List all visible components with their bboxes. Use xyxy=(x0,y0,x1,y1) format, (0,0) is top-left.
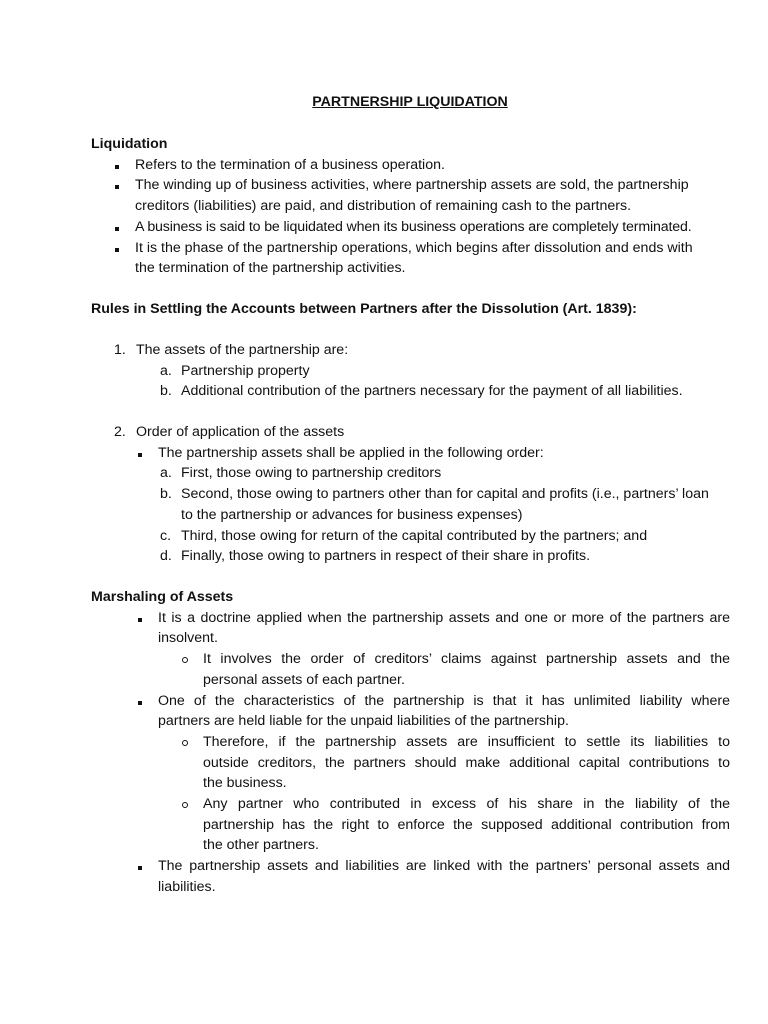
item-letter: a. xyxy=(160,465,172,482)
lettered-item: c. Third, those owing for return of the capital contributed by the partners; and xyxy=(0,526,768,547)
rules-item-2 xyxy=(0,422,768,567)
numbered-item: 2. Order of application of the assets xyxy=(0,422,768,443)
item-letter: c. xyxy=(160,527,172,544)
lettered-item: a. First, those owing to partnership creditors xyxy=(0,463,768,484)
lettered-item: b. Additional contribution of the partners necessary for the payment of all liabilities. xyxy=(0,381,768,402)
marshaling-section xyxy=(0,587,768,898)
liquidation-heading: Liquidation xyxy=(91,136,168,152)
rules-item-1 xyxy=(0,340,768,402)
item-number: 2. xyxy=(114,424,126,440)
marshaling-sub-bullet: Therefore, if the partnership assets are insufficient to settle its liabilities to outside creditors, the partners should make additional capital contributions to the business. xyxy=(0,732,768,794)
liquidation-bullet: It is the phase of the partnership operations, which begins after dissolution and ends with the termination of the partnership activities. xyxy=(0,238,768,279)
lettered-item: d. Finally, those owing to partners in respect of their share in profits. xyxy=(0,546,768,567)
marshaling-sub-bullet: It involves the order of creditors’ claims against partnership assets and the personal assets of each partner. xyxy=(0,649,768,690)
liquidation-section xyxy=(0,134,768,279)
order-bullet: The partnership assets shall be applied in the following order: xyxy=(0,443,768,464)
marshaling-sub-bullet: Any partner who contributed in excess of his share in the liability of the partnership has the right to enforce the supposed additional contribution from the other partners. xyxy=(0,794,768,856)
square-bullet-icon xyxy=(115,175,119,196)
liquidation-bullet: A business is said to be liquidated when its business operations are completely terminated. xyxy=(0,217,768,238)
lettered-item: b. Second, those owing to partners other than for capital and profits (i.e., partners’ loan to the partnership or advances for business expenses) xyxy=(160,486,709,523)
liquidation-bullet: The winding up of business activities, where partnership assets are sold, the partnership creditors (liabilities) are paid, and distribution of remaining cash to the partners. xyxy=(0,175,768,216)
item-number: 1. xyxy=(114,342,126,358)
marshaling-bullet: The partnership assets and liabilities are linked with the partners’ personal assets and liabilities. xyxy=(0,856,768,897)
square-bullet-icon xyxy=(115,238,119,259)
liquidation-bullet: Refers to the termination of a business operation. xyxy=(0,155,768,176)
circle-bullet-icon xyxy=(182,649,188,670)
square-bullet-icon xyxy=(138,443,142,464)
square-bullet-icon xyxy=(138,691,142,712)
item-letter: a. xyxy=(160,362,172,379)
marshaling-heading: Marshaling of Assets xyxy=(91,589,234,605)
square-bullet-icon xyxy=(138,856,142,877)
circle-bullet-icon xyxy=(182,794,188,815)
square-bullet-icon xyxy=(115,217,119,238)
marshaling-bullet: It is a doctrine applied when the partnership assets and one or more of the partners are insolvent. xyxy=(0,608,768,649)
item-letter: b. xyxy=(160,383,172,400)
document-title: PARTNERSHIP LIQUIDATION xyxy=(312,94,508,110)
item-letter: d. xyxy=(160,548,172,565)
circle-bullet-icon xyxy=(182,732,188,753)
item-letter: b. xyxy=(160,486,172,503)
square-bullet-icon xyxy=(138,608,142,629)
lettered-item: a. Partnership property xyxy=(0,361,768,382)
rules-heading: Rules in Settling the Accounts between Partners after the Dissolution (Art. 1839): xyxy=(91,301,637,317)
marshaling-bullet: One of the characteristics of the partnership is that it has unlimited liability where partners are held liable for the unpaid liabilities of the partnership. xyxy=(0,691,768,732)
square-bullet-icon xyxy=(115,155,119,176)
numbered-item: 1. The assets of the partnership are: xyxy=(0,340,768,361)
